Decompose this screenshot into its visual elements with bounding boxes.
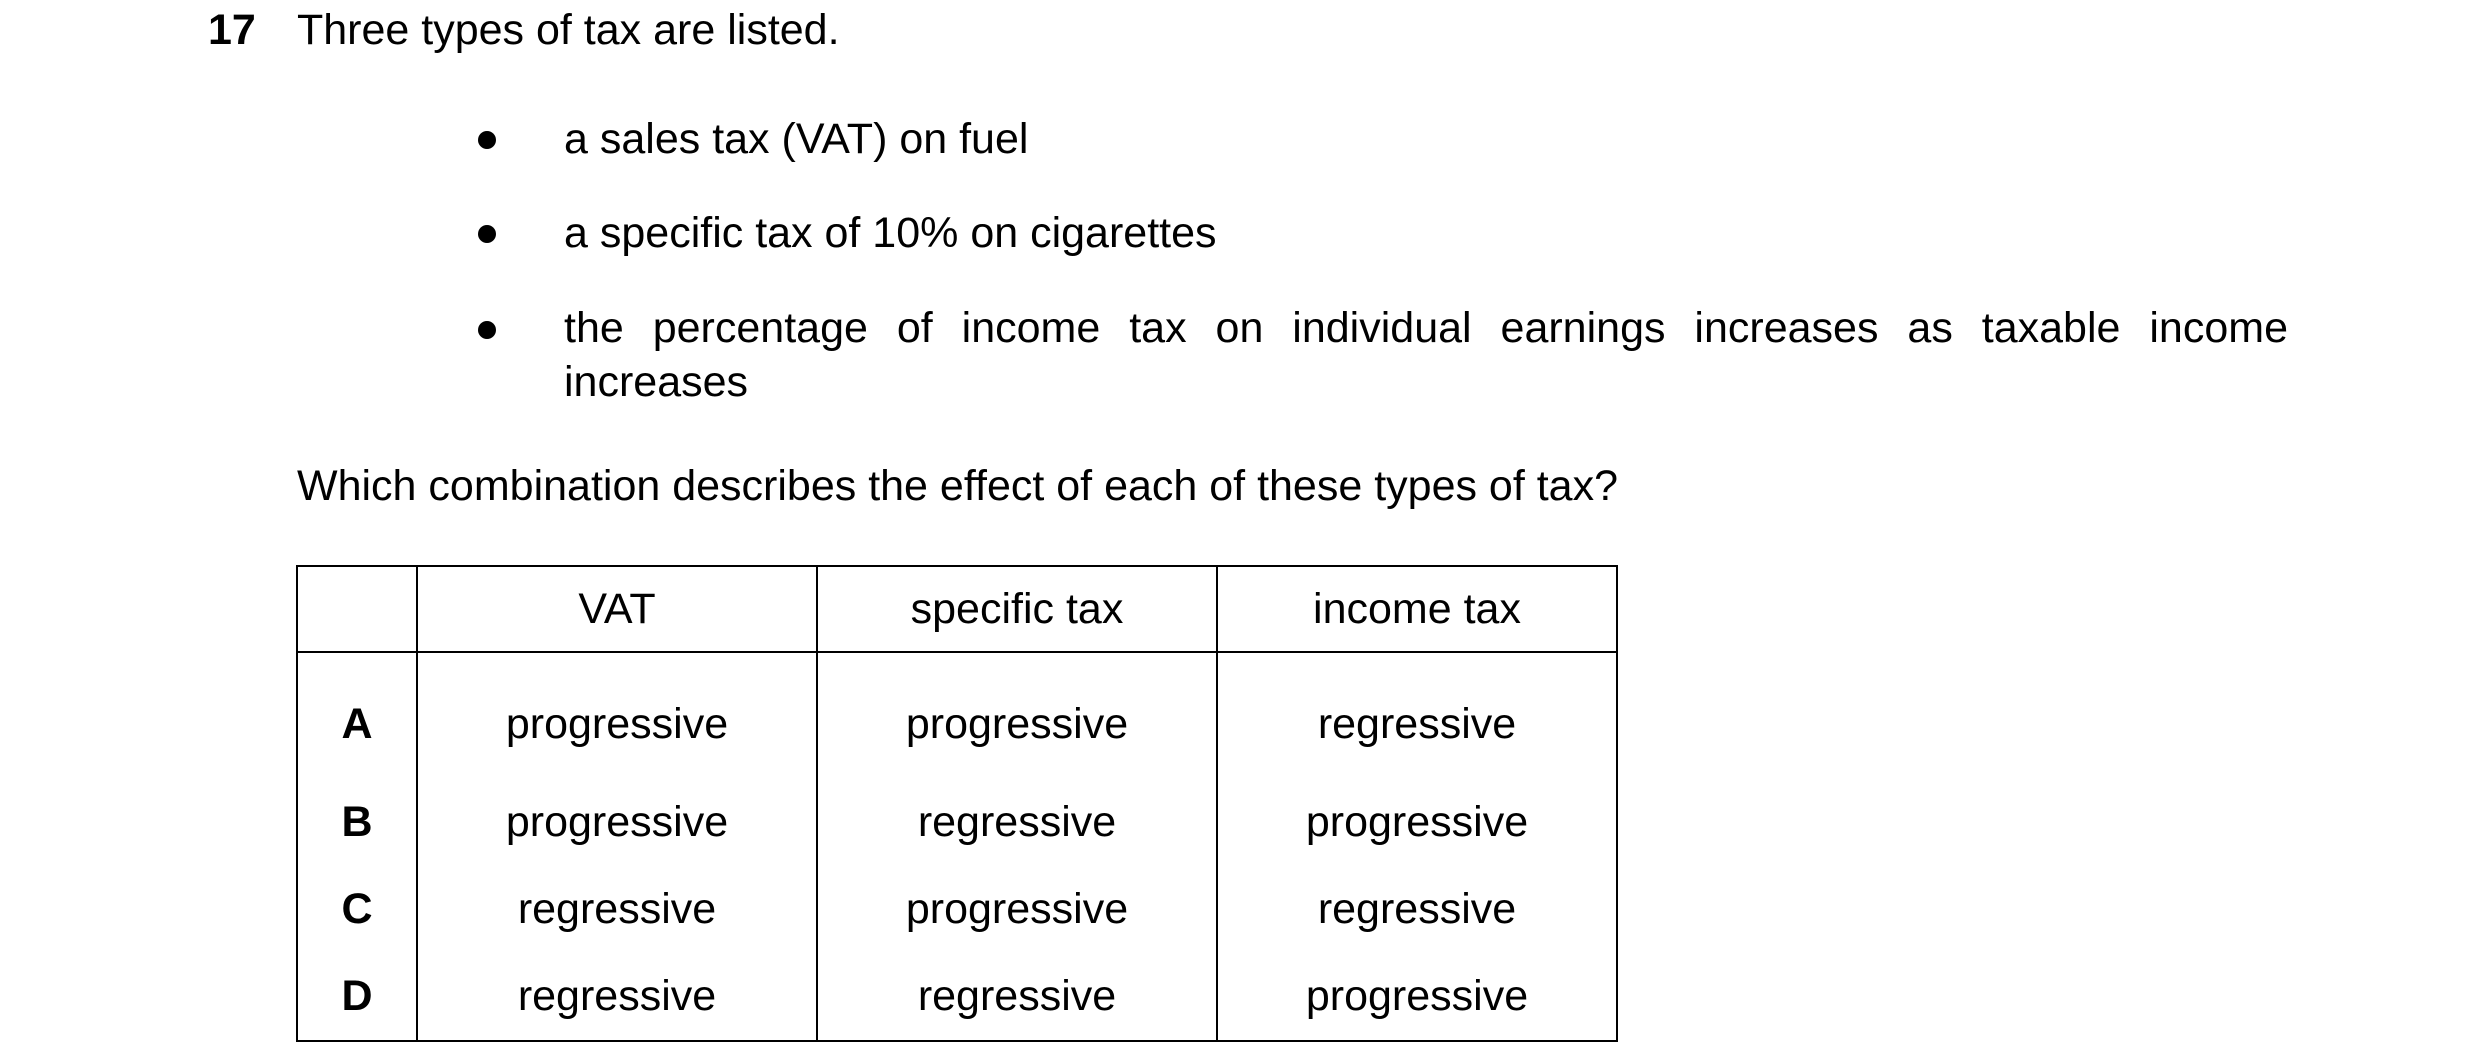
bullet-icon — [478, 225, 496, 243]
table-cell: progressive — [1217, 779, 1617, 866]
table-header-row — [297, 566, 1617, 652]
table-cell: regressive — [417, 866, 817, 953]
table-row — [297, 866, 1617, 953]
bullet-item: a sales tax (VAT) on fuel — [564, 115, 1029, 163]
table-cell: regressive — [1217, 866, 1617, 953]
table-row — [297, 779, 1617, 866]
table-row — [297, 652, 1617, 779]
table-header-cell: VAT — [417, 566, 817, 652]
option-key: B — [297, 779, 417, 866]
table-row — [297, 953, 1617, 1041]
table-cell: progressive — [817, 652, 1217, 779]
table-cell: progressive — [1217, 953, 1617, 1041]
table-header-cell — [297, 566, 417, 652]
bullet-item: a specific tax of 10% on cigarettes — [564, 209, 1217, 257]
option-key: A — [297, 652, 417, 779]
question-prompt: Which combination describes the effect of each of these types of tax? — [297, 462, 1619, 510]
question-number: 17 — [208, 6, 256, 54]
option-key: C — [297, 866, 417, 953]
table-cell: progressive — [417, 652, 817, 779]
table-cell: regressive — [417, 953, 817, 1041]
bullet-icon — [478, 131, 496, 149]
table-cell: regressive — [1217, 652, 1617, 779]
table-header-cell: specific tax — [817, 566, 1217, 652]
option-key: D — [297, 953, 417, 1041]
table-cell: progressive — [817, 866, 1217, 953]
table-header-cell: income tax — [1217, 566, 1617, 652]
question-stem: Three types of tax are listed. — [297, 6, 840, 54]
table-cell: regressive — [817, 953, 1217, 1041]
bullet-item: the percentage of income tax on individual earnings increases as taxable income increases — [564, 304, 2288, 406]
bullet-icon — [478, 321, 496, 339]
table-cell: regressive — [817, 779, 1217, 866]
answer-options-table — [296, 565, 1618, 1042]
table-cell: progressive — [417, 779, 817, 866]
